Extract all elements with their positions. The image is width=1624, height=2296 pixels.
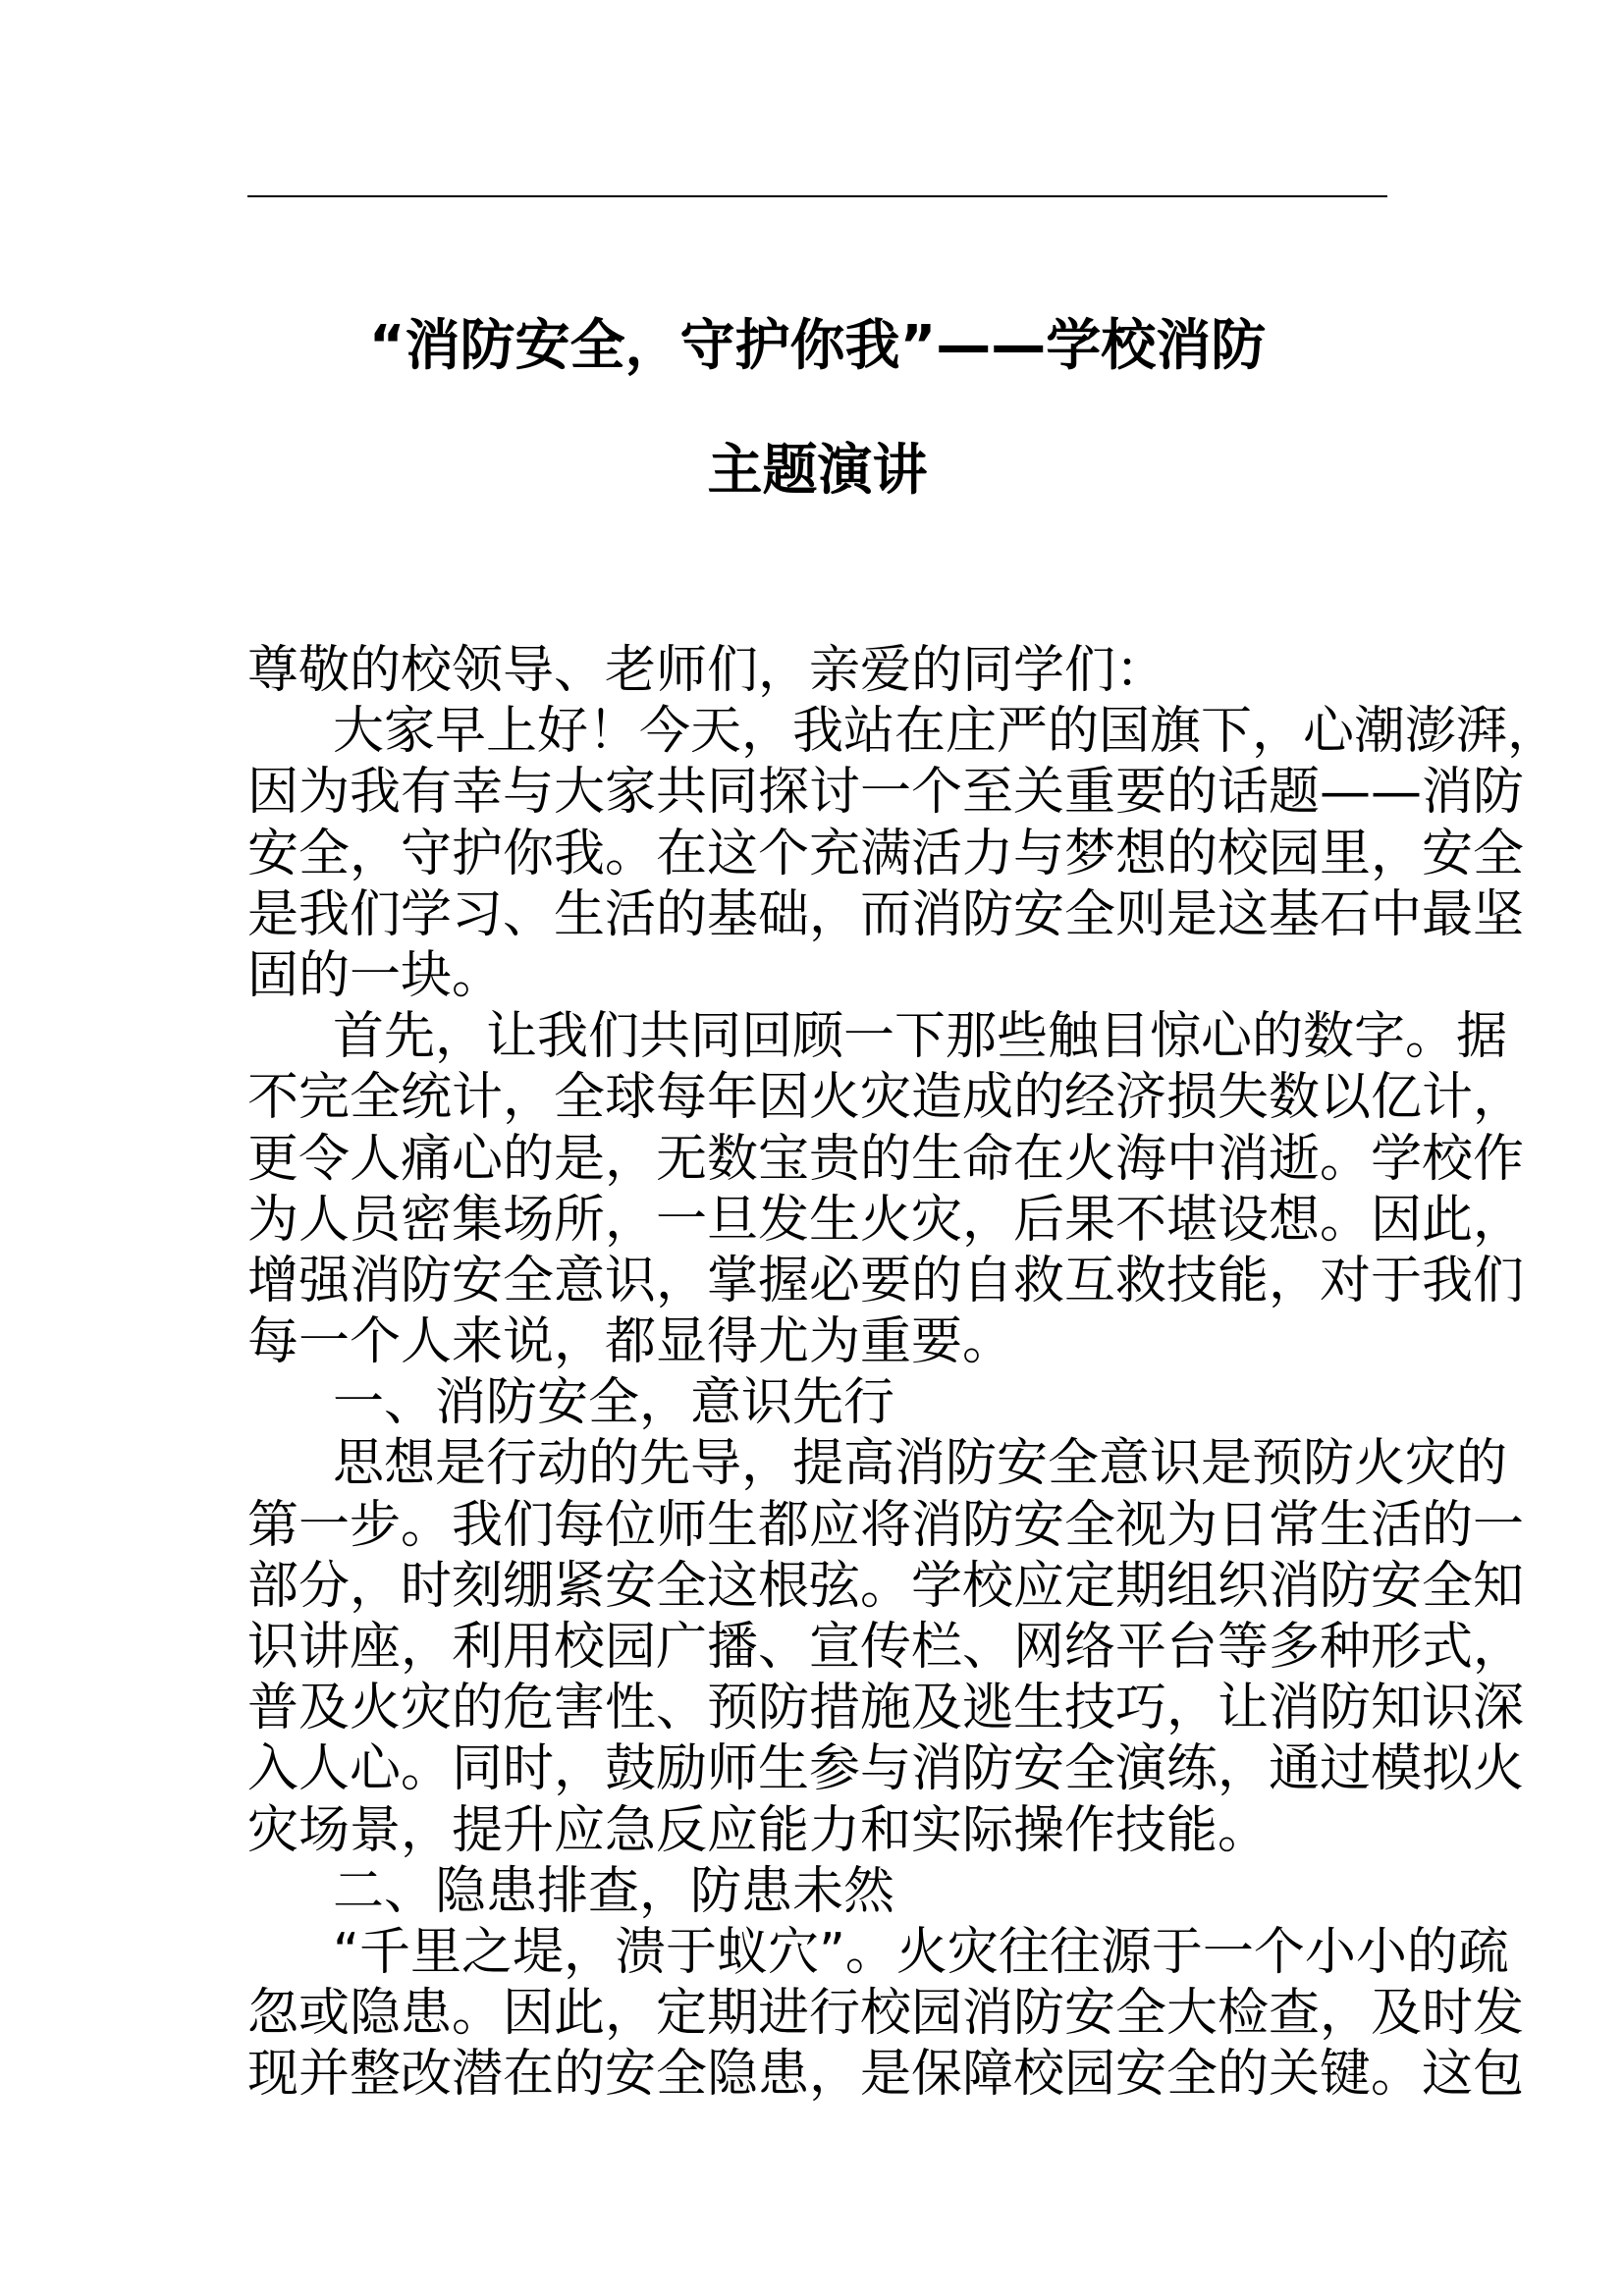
header-rule xyxy=(247,195,1387,197)
text-line: 普及火灾的危害性、预防措施及逃生技巧，让消防知识深 xyxy=(247,1679,1525,1738)
document-body xyxy=(247,640,1559,2106)
text-line: 第一步。我们每位师生都应将消防安全视为日常生活的一 xyxy=(247,1495,1525,1555)
text-line: 现并整改潜在的安全隐患，是保障校园安全的关键。这包 xyxy=(247,2045,1525,2105)
text-line: 入人心。同时，鼓励师生参与消防安全演练，通过模拟火 xyxy=(247,1739,1525,1799)
text-line: 大家早上好！今天，我站在庄严的国旗下，心潮澎湃， xyxy=(333,702,1559,762)
text-line: 是我们学习、生活的基础，而消防安全则是这基石中最坚 xyxy=(247,884,1525,944)
text-line: 固的一块。 xyxy=(247,945,504,1005)
text-line: 二、隐患排查，防患未然 xyxy=(333,1861,895,1921)
text-line: 增强消防安全意识，掌握必要的自救互救技能，对于我们 xyxy=(247,1251,1525,1310)
text-line: 部分，时刻绷紧安全这根弦。学校应定期组织消防安全知 xyxy=(247,1556,1525,1616)
text-line: 尊敬的校领导、老师们，亲爱的同学们： xyxy=(247,641,1167,700)
text-line: 因为我有幸与大家共同探讨一个至关重要的话题——消防 xyxy=(247,763,1525,823)
text-line: 思想是行动的先导，提高消防安全意识是预防火灾的 xyxy=(333,1434,1508,1494)
document-title-line-1: “消防安全，守护你我”——学校消防 xyxy=(368,314,1267,378)
text-line: 不完全统计，全球每年因火灾造成的经济损失数以亿计， xyxy=(247,1068,1525,1128)
text-line: “千里之堤，溃于蚁穴”。火灾往往源于一个小小的疏 xyxy=(333,1922,1509,1982)
document-title-line-2: 主题演讲 xyxy=(707,439,928,503)
text-line: 每一个人来说，都显得尤为重要。 xyxy=(247,1312,1014,1372)
text-line: 忽或隐患。因此，定期进行校园消防安全大检查，及时发 xyxy=(247,1984,1525,2044)
text-line: 一、消防安全，意识先行 xyxy=(333,1373,895,1433)
text-line: 安全，守护你我。在这个充满活力与梦想的校园里，安全 xyxy=(247,824,1525,883)
text-line: 灾场景，提升应急反应能力和实际操作技能。 xyxy=(247,1800,1270,1860)
text-line: 更令人痛心的是，无数宝贵的生命在火海中消逝。学校作 xyxy=(247,1129,1525,1189)
text-line: 识讲座，利用校园广播、宣传栏、网络平台等多种形式， xyxy=(247,1618,1525,1677)
text-line: 为人员密集场所，一旦发生火灾，后果不堪设想。因此， xyxy=(247,1190,1525,1250)
text-line: 首先，让我们共同回顾一下那些触目惊心的数字。据 xyxy=(333,1007,1508,1067)
